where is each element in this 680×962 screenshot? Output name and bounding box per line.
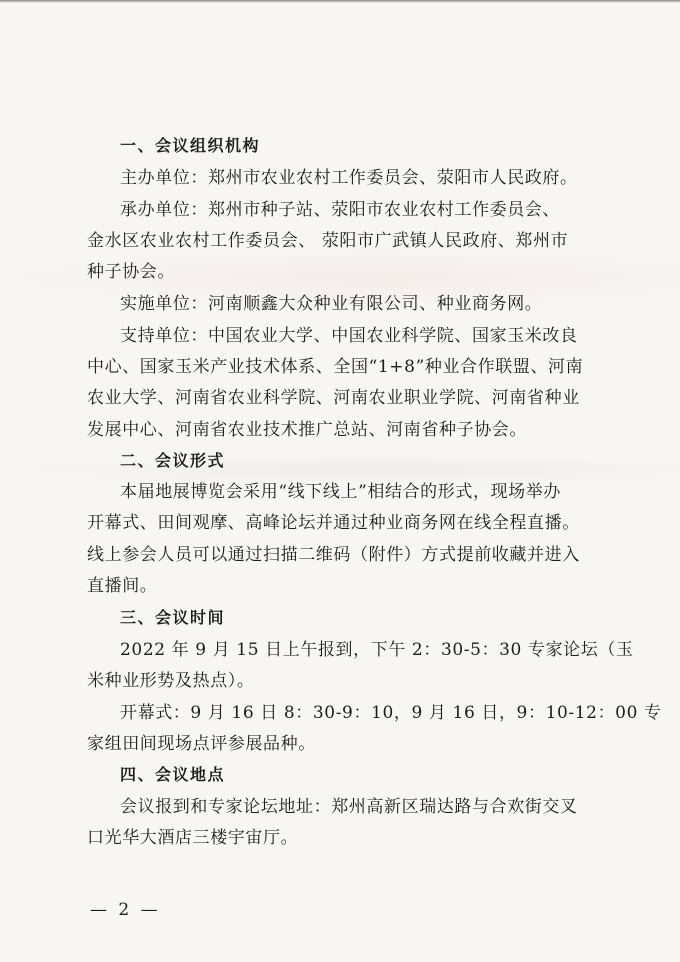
section-heading-format: 二、会议形式 — [120, 451, 226, 470]
body-line: 金水区农业农村工作委员会、 荥阳市广武镇人民政府、郑州市 — [87, 231, 569, 251]
body-line: 本届地展博览会采用“线下线上”相结合的形式，现场举办 — [120, 482, 561, 502]
page-number: — 2 — — [90, 900, 161, 920]
body-line: 支持单位：中国农业大学、中国农业科学院、国家玉米改良 — [120, 326, 578, 346]
body-line: 承办单位：郑州市种子站、荥阳市农业农村工作委员会、 — [120, 200, 560, 220]
body-line: 农业大学、河南省农业科学院、河南农业职业学院、河南省种业 — [87, 388, 580, 408]
body-line: 种子协会。 — [87, 262, 175, 282]
body-line: 开幕式：9 月 16 日 8：30-9：10，9 月 16 日，9：10-12：00 专 — [120, 703, 662, 723]
body-line: 开幕式、田间观摩、高峰论坛并通过种业商务网在线全程直播。 — [87, 513, 580, 533]
section-heading-time: 三、会议时间 — [120, 608, 226, 627]
body-line: 2022 年 9 月 15 日上午报到，下午 2：30-5：30 专家论坛（玉 — [120, 640, 634, 660]
body-line: 家组田间现场点评参展品种。 — [87, 734, 316, 754]
section-heading-organization: 一、会议组织机构 — [120, 136, 261, 155]
body-line: 米种业形势及热点）。 — [87, 671, 255, 691]
body-line: 发展中心、河南省农业技术推广总站、河南省种子协会。 — [87, 420, 527, 440]
body-line: 实施单位：河南顺鑫大众种业有限公司、种业商务网。 — [120, 294, 543, 314]
body-line: 口光华大酒店三楼宇宙厅。 — [87, 828, 299, 848]
body-line: 会议报到和专家论坛地址：郑州高新区瑞达路与合欢街交叉 — [120, 797, 578, 817]
body-line: 直播间。 — [87, 576, 158, 596]
body-line: 线上参会人员可以通过扫描二维码（附件）方式提前收藏并进入 — [87, 545, 580, 565]
section-heading-location: 四、会议地点 — [120, 765, 226, 784]
body-line: 中心、国家玉米产业技术体系、全国“1+8”种业合作联盟、河南 — [87, 357, 584, 377]
body-line: 主办单位：郑州市农业农村工作委员会、荥阳市人民政府。 — [120, 168, 578, 188]
